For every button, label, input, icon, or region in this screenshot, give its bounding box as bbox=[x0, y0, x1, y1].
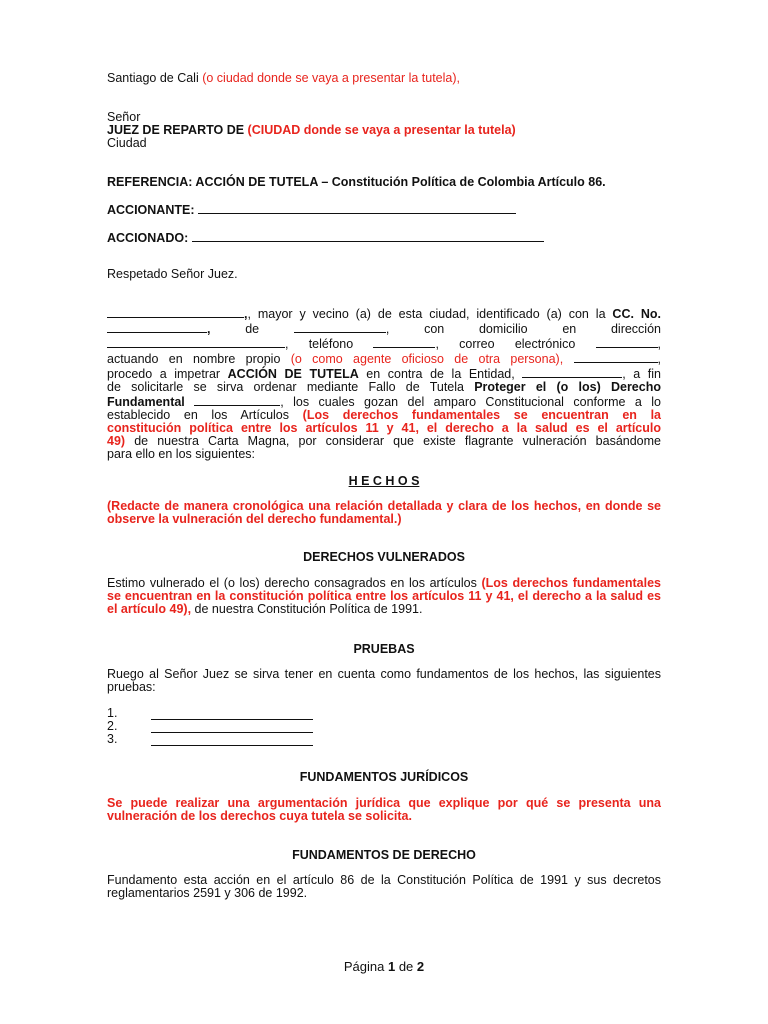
para-line-8: establecido en los Artículos (Los derechos fundamentales se encuentran en la bbox=[107, 408, 662, 422]
total-pages: 2 bbox=[416, 959, 425, 974]
fundamentos-juridicos-text: Se puede realizar una argumentación jurídica que explique por qué se presenta una vulneración de los derechos cuya tutela se solicita. bbox=[107, 796, 661, 823]
cc-blank[interactable] bbox=[107, 321, 207, 333]
name-blank[interactable] bbox=[107, 306, 244, 318]
city-line-text: Santiago de Cali bbox=[107, 71, 203, 85]
accionante-line bbox=[107, 202, 661, 217]
para-line-7: Fundamental , los cuales gozan del amparo Constitucional conforme a lo bbox=[107, 395, 661, 409]
para-line-10: 49) de nuestra Carta Magna, por considerar que existe flagrante vulneración basándome bbox=[107, 434, 661, 448]
accionante-label: ACCIONANTE: bbox=[107, 203, 198, 217]
current-page: 1 bbox=[387, 959, 396, 974]
pruebas-text: Ruego al Señor Juez se sirva tener en cuenta como fundamentos de los hechos, las siguientes pruebas: bbox=[107, 667, 661, 694]
para-line-3: , teléfono , correo electrónico , bbox=[107, 336, 661, 351]
para-line-6: de solicitarle se sirva ordenar mediante Fallo de Tutela Proteger el (o los) Derecho bbox=[107, 380, 661, 394]
entity-blank[interactable] bbox=[522, 366, 622, 378]
prueba-blank[interactable] bbox=[151, 708, 313, 720]
email-blank[interactable] bbox=[596, 336, 658, 348]
para-line-9: constitución política entre los artículos 11 y 41, el derecho a la salud es el artículo bbox=[107, 421, 661, 435]
pruebas-list bbox=[107, 707, 313, 746]
addressee-juez bbox=[107, 124, 661, 137]
para-line-1: ,, mayor y vecino (a) de esta ciudad, identificado (a) con la CC. No. bbox=[107, 306, 661, 321]
addressee-ciudad: Ciudad bbox=[107, 136, 147, 150]
accionado-blank[interactable] bbox=[192, 230, 544, 242]
prueba-item: 3. bbox=[107, 733, 313, 746]
derechos-title: DERECHOS VULNERADOS bbox=[303, 550, 465, 564]
para-line-2: , de , con domicilio en dirección bbox=[107, 321, 661, 336]
city-line bbox=[107, 72, 661, 85]
para-line-5: procedo a impetrar ACCIÓN DE TUTELA en contra de la Entidad, , a fin bbox=[107, 367, 662, 381]
hechos-title: H E C H O S bbox=[348, 474, 420, 488]
city-line-placeholder: (o ciudad donde se vaya a presentar la tutela), bbox=[202, 71, 461, 85]
addressee-senor: Señor bbox=[107, 110, 141, 124]
agent-blank[interactable] bbox=[574, 351, 658, 363]
right-blank[interactable] bbox=[194, 394, 280, 406]
hechos-text: (Redacte de manera cronológica una relación detallada y clara de los hechos, en donde se observe la vulneración del derecho fundamental.) bbox=[107, 499, 661, 526]
fundamentos-derecho-title: FUNDAMENTOS DE DERECHO bbox=[292, 848, 476, 862]
phone-blank[interactable] bbox=[373, 336, 435, 348]
prueba-item: 2. bbox=[107, 720, 313, 733]
para-line-11: para ello en los siguientes: bbox=[107, 447, 256, 461]
para-line-4: actuando en nombre propio (o como agente oficioso de otra persona), , bbox=[107, 352, 661, 366]
accionante-blank[interactable] bbox=[198, 202, 516, 214]
prueba-blank[interactable] bbox=[151, 721, 313, 733]
pruebas-title: PRUEBAS bbox=[353, 642, 415, 656]
prueba-blank[interactable] bbox=[151, 734, 313, 746]
referencia: REFERENCIA: ACCIÓN DE TUTELA – Constitución Política de Colombia Artículo 86. bbox=[107, 175, 606, 189]
juez-placeholder: (CIUDAD donde se vaya a presentar la tutela) bbox=[247, 123, 516, 137]
fundamentos-juridicos-title: FUNDAMENTOS JURÍDICOS bbox=[299, 770, 469, 784]
page-footer: Página 1 de 2 bbox=[343, 959, 425, 974]
accionado-label: ACCIONADO: bbox=[107, 231, 192, 245]
fundamentos-derecho-text: Fundamento esta acción en el artículo 86 de la Constitución Política de 1991 y sus decretos reglamentarios 2591 y 306 de 1992. bbox=[107, 873, 661, 900]
salutation: Respetado Señor Juez. bbox=[107, 267, 238, 281]
accionado-line bbox=[107, 230, 661, 245]
address-blank[interactable] bbox=[107, 336, 285, 348]
main-paragraph bbox=[107, 306, 661, 461]
juez-label: JUEZ DE REPARTO DE bbox=[107, 123, 248, 137]
expedition-blank[interactable] bbox=[294, 321, 386, 333]
prueba-item: 1. bbox=[107, 707, 313, 720]
derechos-text: Estimo vulnerado el (o los) derecho consagrados en los artículos (Los derechos fundamentales se encuentran en la constitución política entre los artículos 11 y 41, el derecho a la salud es el artículo 49), de nuestra Constitución Política de 1991. bbox=[107, 576, 661, 616]
